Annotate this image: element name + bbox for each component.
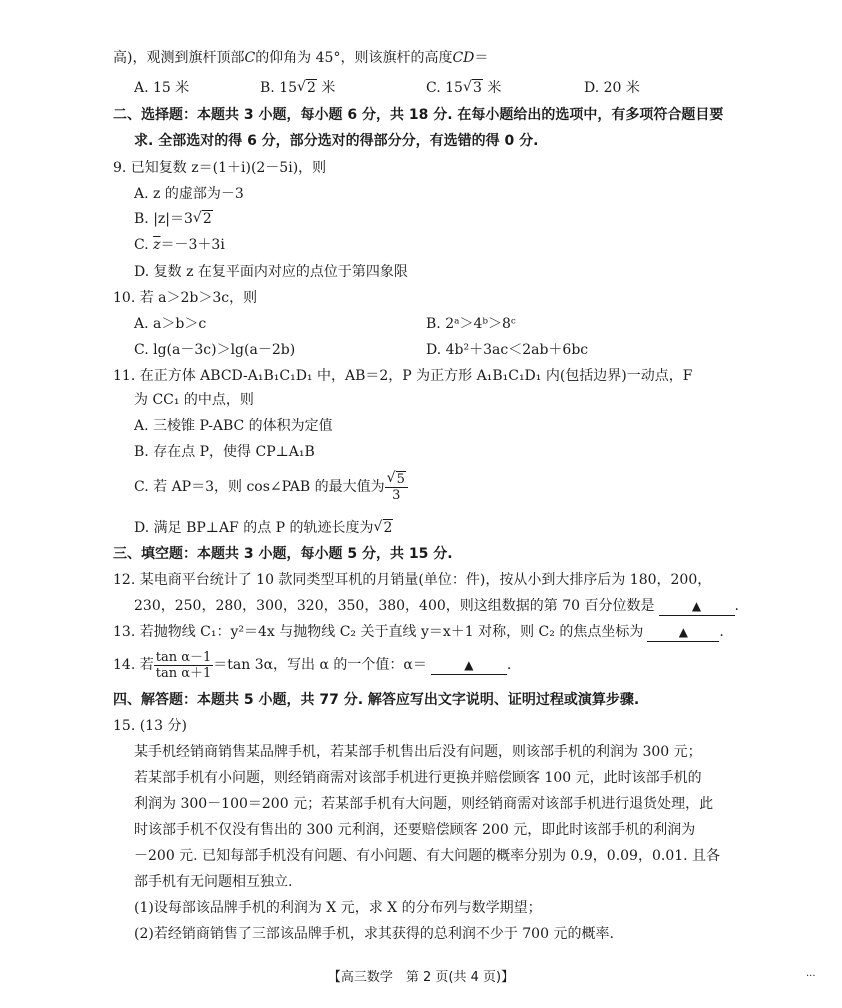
sqrt-sign: √ 3 xyxy=(463,78,483,98)
q10-option-d: D. 4b²＋3ac＜2ab＋6bc xyxy=(426,342,589,358)
q12-stem-line1: 12. 某电商平台统计了 10 款同类型耳机的月销量(单位：件)，按从小到大排序后为 180，200， xyxy=(113,572,712,588)
q15-subquestion-1: (1)设每部该品牌手机的利润为 X 元，求 X 的分布列与数学期望； xyxy=(134,900,542,916)
sqrt-sign: √ 2 xyxy=(193,209,213,229)
answer-blank[interactable]: ▲ xyxy=(659,597,735,616)
section3-heading: 三、填空题：本题共 3 小题，每小题 5 分，共 15 分. xyxy=(113,546,453,562)
q15-heading: 15. (13 分) xyxy=(113,718,187,734)
q15-paragraph-line: －200 元. 已知每部手机没有问题、有小问题、有大问题的概率分别为 0.9，0.09，0.01. 且各 xyxy=(134,848,721,864)
section2-heading-line1: 二、选择题：本题共 3 小题，每小题 6 分，共 18 分. 在每小题给出的选项中，有多项符合题目要 xyxy=(113,107,724,123)
q10-stem: 10. 若 a＞2b＞3c，则 xyxy=(113,290,258,306)
fraction: $\frac{\text{tan α－1}}{\text{tan α＋1}}$ xyxy=(155,649,212,681)
q15-paragraph-line: 利润为 300－100＝200 元；若某部手机有大问题，则经销商需对该部手机进行退货处理，此 xyxy=(134,796,714,812)
q11-option-c: C. 若 AP＝3，则 cos∠PAB 的最大值为 √ $\frac{5}{3}$ xyxy=(134,470,408,504)
q10-option-b: B. 2ᵃ＞4ᵇ＞8ᶜ xyxy=(426,316,516,332)
sqrt-sign: √ 2 xyxy=(374,518,394,538)
sqrt-sign: √ 5 xyxy=(387,472,406,487)
q9-option-c: C. $\overline{z}=-3+3i$ xyxy=(134,237,225,253)
q8-option-c: C. 15 √ 3 米 xyxy=(426,78,501,98)
q9-option-b: B. |z|＝3 √ 2 xyxy=(134,209,213,229)
answer-blank[interactable]: ▲ xyxy=(431,656,507,675)
q15-paragraph-line: 部手机有无问题相互独立. xyxy=(134,874,293,890)
q8-option-b: B. 15 √ 2 米 xyxy=(260,78,335,98)
q8-tail-stem: 高)，观测到旗杆顶部C的仰角为 45°，则该旗杆的高度CD＝ xyxy=(113,50,489,66)
q11-option-d: D. 满足 BP⊥AF 的点 P 的轨迹长度为 √ 2 xyxy=(134,518,393,538)
q15-paragraph-line: 时该部手机不仅没有售出的 300 元利润，还要赔偿顾客 200 元，即此时该部手机的利润为 xyxy=(134,822,696,838)
corner-mark: ... xyxy=(806,968,816,979)
q12-stem-line2: 230，250，280，300，320，350，380，400，则这组数据的第 70 百分位数是 ▲ . xyxy=(134,598,739,614)
fraction: √ $\frac{5}{3}$ xyxy=(385,472,408,503)
q10-option-a: A. a＞b＞c xyxy=(134,316,207,332)
q15-paragraph-line: 某手机经销商销售某品牌手机，若某部手机售出后没有问题，则该部手机的利润为 300 元； xyxy=(134,744,702,760)
q8-option-d: D. 20 米 xyxy=(584,80,640,96)
q9-option-d: D. 复数 z 在复平面内对应的点位于第四象限 xyxy=(134,264,408,280)
q9-option-a: A. z 的虚部为－3 xyxy=(134,186,244,202)
section4-heading: 四、解答题：本题共 5 小题，共 77 分. 解答应写出文字说明、证明过程或演算步骤. xyxy=(113,692,640,708)
q11-stem-line2: 为 CC₁ 的中点，则 xyxy=(134,392,254,408)
sqrt-sign: √ 2 xyxy=(297,78,317,98)
answer-blank[interactable]: ▲ xyxy=(647,623,719,642)
q11-stem-line1: 11. 在正方体 ABCD-A₁B₁C₁D₁ 中，AB＝2，P 为正方形 A₁B₁C₁D₁ 内(包括边界)一动点，F xyxy=(113,368,693,384)
q10-option-c: C. lg(a－3c)＞lg(a－2b) xyxy=(134,342,296,358)
q9-stem: 9. 已知复数 z＝(1＋i)(2－5i)，则 xyxy=(113,160,327,176)
page-footer: 【高三数学 第 2 页(共 4 页)】 xyxy=(327,970,515,985)
q11-option-a: A. 三棱锥 P-ABC 的体积为定值 xyxy=(134,418,333,434)
q14-stem: 14. 若 $\frac{\text{tan α－1}}{\text{tan α＋1}}$ ＝tan 3α，写出 α 的一个值：α＝ ▲ . xyxy=(113,649,512,681)
q13-stem: 13. 若抛物线 C₁：y²＝4x 与抛物线 C₂ 关于直线 y＝x＋1 对称，则 C₂ 的焦点坐标为 ▲ . xyxy=(113,624,724,640)
q15-subquestion-2: (2)若经销商销售了三部该品牌手机，求其获得的总利润不少于 700 元的概率. xyxy=(134,926,614,942)
section2-heading-line2: 求. 全部选对的得 6 分，部分选对的得部分分，有选错的得 0 分. xyxy=(134,133,539,149)
q11-option-b: B. 存在点 P，使得 CP⊥A₁B xyxy=(134,444,315,460)
q8-option-a: A. 15 米 xyxy=(134,80,190,96)
q15-paragraph-line: 若某部手机有小问题，则经销商需对该部手机进行更换并赔偿顾客 100 元，此时该部手机的 xyxy=(134,770,702,786)
